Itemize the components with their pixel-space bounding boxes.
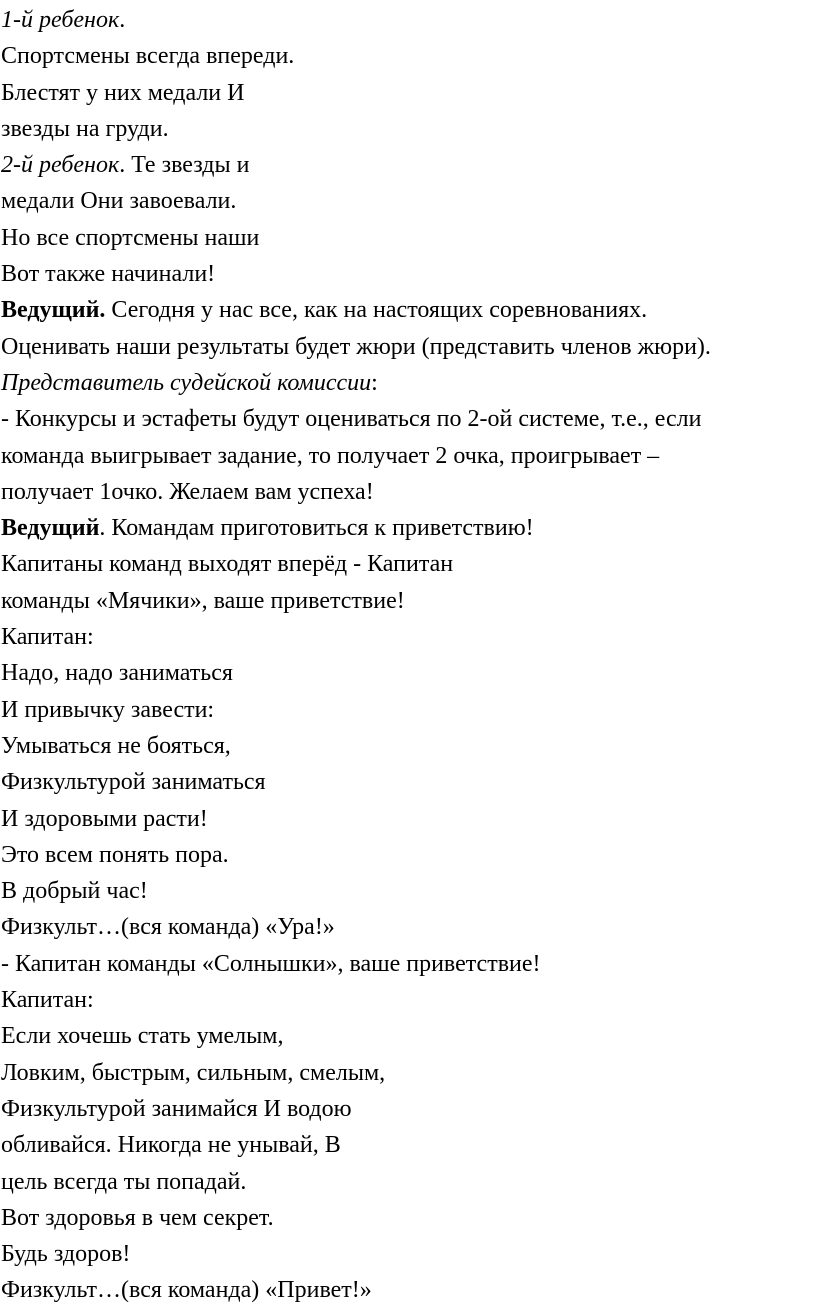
- text-line: [1, 510, 816, 546]
- text-line: [1, 1055, 816, 1091]
- text-segment: Но все спортсмены наши: [1, 224, 260, 251]
- text-segment: Будь здоров!: [1, 1241, 131, 1268]
- text-segment: Если хочешь стать умелым,: [1, 1023, 284, 1050]
- text-segment: команда выигрывает задание, то получает 2 очка, проигрывает –: [1, 442, 660, 469]
- text-line: [1, 365, 816, 401]
- text-segment: .: [119, 7, 126, 33]
- text-line: [1, 655, 816, 691]
- text-line: [1, 619, 816, 655]
- role-label: 2-й ребенок: [1, 152, 120, 179]
- role-label: Представитель судейской комиссии: [1, 369, 372, 396]
- text-segment: Ловким, быстрым, сильным, смелым,: [1, 1059, 386, 1086]
- text-line: [1, 111, 816, 147]
- text-line: [1, 474, 816, 510]
- text-segment: медали Они завоевали.: [1, 188, 237, 215]
- text-segment: Капитан:: [1, 987, 94, 1014]
- text-segment: . Командам приготовиться к приветствию!: [99, 515, 534, 542]
- text-segment: Вот также начинали!: [1, 261, 216, 288]
- text-line: [1, 1127, 816, 1163]
- text-segment: Физкультурой занимайся И водою: [1, 1095, 352, 1122]
- text-segment: получает 1очко. Желаем вам успеха!: [1, 478, 374, 505]
- text-segment: Это всем понять пора.: [1, 841, 229, 868]
- text-segment: - Капитан команды «Солнышки», ваше приветствие!: [1, 950, 541, 977]
- text-line: [1, 728, 816, 764]
- text-segment: Физкультурой заниматься: [1, 769, 266, 796]
- text-segment: Надо, надо заниматься: [1, 660, 233, 687]
- text-line: [1, 220, 816, 256]
- text-line: [1, 329, 816, 365]
- speaker-label: Ведущий: [1, 515, 100, 542]
- text-line: [1, 2, 816, 38]
- text-segment: Спортсмены всегда впереди.: [1, 43, 295, 70]
- text-segment: Умываться не бояться,: [1, 732, 231, 759]
- text-segment: В добрый час!: [1, 878, 148, 905]
- text-segment: Капитан:: [1, 624, 94, 651]
- text-line: [1, 1018, 816, 1054]
- text-segment: команды «Мячики», ваше приветствие!: [1, 587, 405, 614]
- text-line: [1, 583, 816, 619]
- text-line: [1, 801, 816, 837]
- text-segment: цель всегда ты попадай.: [1, 1168, 247, 1195]
- text-line: [1, 946, 816, 982]
- text-line: [1, 837, 816, 873]
- text-line: [1, 982, 816, 1018]
- text-segment: :: [371, 369, 378, 396]
- role-label: 1-й ребенок: [1, 7, 120, 33]
- text-line: [1, 546, 816, 582]
- text-segment: И привычку завести:: [1, 696, 215, 723]
- text-segment: Блестят у них медали И: [1, 79, 245, 106]
- text-line: [1, 873, 816, 909]
- text-line: [1, 183, 816, 219]
- text-segment: Физкульт…(вся команда) «Ура!»: [1, 914, 335, 941]
- text-segment: . Те звезды и: [119, 152, 250, 179]
- text-segment: Физкульт…(вся команда) «Привет!»: [1, 1277, 372, 1304]
- text-line: [1, 38, 816, 74]
- text-line: [1, 1164, 816, 1200]
- text-line: [1, 256, 816, 292]
- text-line: [1, 401, 816, 437]
- text-line: [1, 1200, 816, 1236]
- text-segment: Сегодня у нас все, как на настоящих соревнованиях.: [105, 297, 648, 324]
- text-line: [1, 75, 816, 111]
- text-line: [1, 1091, 816, 1127]
- text-line: [1, 438, 816, 474]
- text-line: [1, 147, 816, 183]
- text-line: [1, 764, 816, 800]
- text-segment: И здоровыми расти!: [1, 805, 208, 832]
- text-line: [1, 692, 816, 728]
- text-segment: Оценивать наши результаты будет жюри (представить членов жюри).: [1, 333, 711, 360]
- text-segment: обливайся. Никогда не унывай, В: [1, 1132, 341, 1159]
- text-segment: Капитаны команд выходят вперёд - Капитан: [1, 551, 454, 578]
- speaker-label: Ведущий.: [1, 297, 106, 324]
- text-segment: звезды на груди.: [1, 115, 169, 142]
- text-line: [1, 909, 816, 945]
- text-segment: - Конкурсы и эстафеты будут оцениваться по 2-ой системе, т.е., если: [1, 406, 702, 433]
- text-line: [1, 292, 816, 328]
- text-segment: Вот здоровья в чем секрет.: [1, 1204, 274, 1231]
- text-line: [1, 1236, 816, 1272]
- text-line: [1, 1272, 816, 1308]
